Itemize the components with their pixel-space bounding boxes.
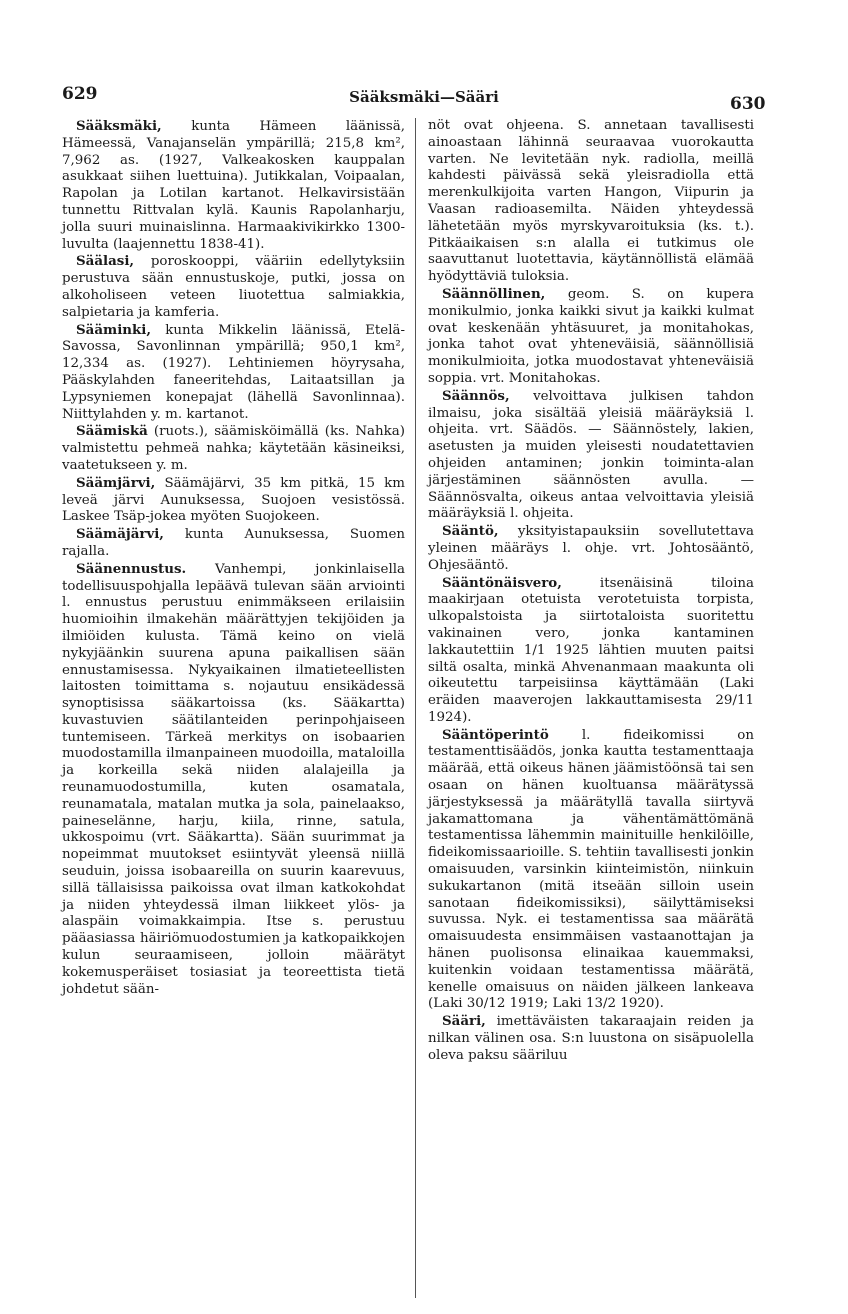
page-number-right: 630 [730,94,766,114]
entry-continuation [428,118,754,286]
entry-text: Säämäjärvi, 35 km pitkä, 15 km leveä järvi Aunuksessa, Suojoen vesistössä. Laskee Tsäp-jokea myöten Suojokeen. [62,475,405,525]
entry-text: kunta Hämeen läänissä, Hämeessä, Vanajanselän ympärillä; 215,8 km², 7,962 as. (1927, Valkeakosken kauppalan asukkaat siihen luettuina). Jutikkalan, Voipaalan, Rapolan ja Lotilan kartanot. Helkavirsistään tunnettu Rittvalan kylä. Kaunis Rapolanharju, jolla suuri muinaislinna. Harmaakivikirkko 1300-luvulta (laajennettu 1838-41). [62,119,405,252]
entry [62,423,405,474]
entry [62,526,405,561]
entry [62,253,405,321]
column-divider [415,118,416,1298]
entry-headword: Säämjärvi, [76,474,156,491]
running-head: Sääksmäki—Sääri [349,88,499,106]
entry-headword: Sääntönäisvero, [442,574,562,591]
entry-headword: Säännöllinen, [442,285,546,302]
entry-headword: Säälasi, [76,253,135,270]
page-number-left: 629 [62,84,98,104]
entry-text: yksityistapauksiin sovellutettava yleinen määräys l. ohje. vrt. Johtosääntö, Ohjesääntö. [428,524,754,573]
entry-text: nöt ovat ohjeena. S. annetaan tavallisesti ainoastaan lähinnä seuraavaa vuorokautta varten. Ne levitetään nyk. radiolla, meillä kahdesti päivässä sekä yleisradiolla että merenkulkijoita varten Hangon, Viipurin ja Vaasan radioasemilta. Näiden yhteydessä lähetetään myös myrskyvaroituksia (ks. t.). Pitkäaikaisen s:n alalla ei tutkimus ole saavuttanut luotettavia, käytännöllistä elämää hyödyttäviä tuloksia. [428,118,754,285]
entry-text: Vanhempi, jonkinlaisella todellisuuspohjalla lepäävä tulevan sään arviointi l. ennustus perustuu enimmäkseen erilaisiin huomioihin ilmakehän määrättyjen tekijöiden ja ilmiöiden kulusta. Tämä keino on vielä nykyjäänkin suurena apuna paikallisen sään ennustamisessa. Nykyaikainen ilmatieteellisten laitosten toimittama s. nojautuu ensikädessä synoptisissa sääkartoissa (ks. Sääkartta) kuvastuvien säätilanteiden perinpohjaiseen tuntemiseen. Tärkeä merkitys on isobaarien muodostamilla ilmanpaineen muodoilla, mataloilla ja korkeilla sekä niiden alalajeilla ja reunamuodostumilla, kuten osamatala, reunamatala, matalan mutka ja sola, painelaakso, paineselänne, harju, kiila, rinne, satula, ukkospoimu (vrt. Sääkartta). Sään suurimmat ja nopeimmat muutokset esiintyvät yleensä niillä seuduin, joissa isobaareilla on suurin kaarevuus, sillä tällaisissa paikoissa ovat ilman katkokohdat ja niiden yhteydessä ilman liikkeet ylös- ja alaspäin voimakkaimpia. Itse s. perustuu pääasiassa häiriömuodostumien ja katkopaikkojen kulun seuraamiseen, jolloin määrätyt kokemusperäiset tosiasiat ja teoreettista tietä johdetut sään- [62,561,405,997]
left-column [62,118,405,998]
entry [62,475,405,526]
entry [62,561,405,999]
entry [428,727,754,1014]
entry-headword: Sääksmäki, [76,118,162,134]
entry-headword: Säämiskä [76,423,148,440]
entry [62,118,405,253]
entry-headword: Säänennustus. [76,560,187,577]
entry-text: poroskooppi, vääriin edellytyksiin perustuva sään ennustuskoje, putki, jossa on alkoholiseen veteen liuotettua salmiakkia, salpietaria ja kamferia. [62,254,405,320]
entry-text: kunta Aunuksessa, Suomen rajalla. [62,527,405,559]
entry-headword: Sääntö, [442,523,499,540]
entry-text: l. fideikomissi on testamenttisäädös, jonka kautta testamenttaaja määrää, että oikeus hänen jäämistöönsä tai sen osaan on hänen kuoltuansa määrätyssä järjestyksessä ja määrätyllä tavalla siirtyvä jakamattomana ja vähentämättömänä testamentissa lähemmin mainituille henkilöille, fideikomissaarioille. S. tehtiin tavallisesti jonkin omaisuuden, varsinkin kiinteimistön, niinkuin sukukartanon (mitä itseään silloin usein sanotaan fideikomissiksi), säilyttämiseksi suvussa. Nyk. ei testamentissa saa määrätä omaisuudesta ensimmäisen vastaanottajan ja hänen puolisonsa elinaikaa kauemmaksi, kuitenkin voidaan testamentissa määrätä, kenelle omaisuus on näiden jälkeen lankeava (Laki 30/12 1919; Laki 13/2 1920). [428,727,754,1012]
entry [428,388,754,523]
entry [428,1013,754,1064]
entry [428,575,754,727]
entry-text: geom. S. on kupera monikulmio, jonka kaikki sivut ja kaikki kulmat ovat keskenään yhtäsuuret, ja monitahokas, jonka tahot ovat yhteneväisiä, säännöllisiä monikulmioita, jotka muodostavat yhteneväisiä soppia. vrt. Monitahokas. [428,286,754,386]
entry-text: velvoittava julkisen tahdon ilmaisu, joka sisältää yleisiä määräyksiä l. ohjeita. vrt. Säädös. — Säännöstely, lakien, asetusten ja muiden yleisesti noudatettavien ohjeiden antaminen; jonkin toiminta-alan järjestäminen säännösten avulla. — Säännösvalta, oikeus antaa velvoittavia yleisiä määräyksiä l. ohjeita. [428,388,754,522]
entry-text: kunta Mikkelin läänissä, Etelä-Savossa, Savonlinnan ympärillä; 950,1 km², 12,334 as. (1927). Lehtiniemen höyrysaha, Pääskylahden faneeritehdas, Laitaatsillan ja Lypsyniemen konepajat (lähellä Savonlinnaa). Niittylahden y. m. kartanot. [62,322,405,422]
entry-headword: Sääntöperintö [442,726,549,743]
entry-headword: Sääri, [442,1013,486,1030]
entry-text: (ruots.), säämisköimällä (ks. Nahka) valmistettu pehmeä nahka; käytetään käsineiksi, vaatetukseen y. m. [62,424,405,473]
entry [428,286,754,388]
entry-headword: Säämäjärvi, [76,526,164,543]
entry [428,523,754,574]
entry [62,322,405,424]
entry-text: imettäväisten takaraajain reiden ja nilkan välinen osa. S:n luustona on sisäpuolella oleva paksu sääriluu [428,1014,754,1063]
right-column [428,118,754,1065]
entry-headword: Sääminki, [76,321,152,338]
entry-text: itsenäisinä tiloina maakirjaan otetuista verotetuista torpista, ulkopalstoista ja siirtotaloista suoritettu vakinainen vero, jonka kantaminen lakkautettiin 1/1 1925 lähtien muuten paitsi siltä osalta, minkä Ahvenanmaan maakunta oli oikeutettu tarpeisiinsa käyttämään (Laki eräiden maaverojen lakkauttamisesta 29/11 1924). [428,575,754,725]
entry-headword: Säännös, [442,387,510,404]
